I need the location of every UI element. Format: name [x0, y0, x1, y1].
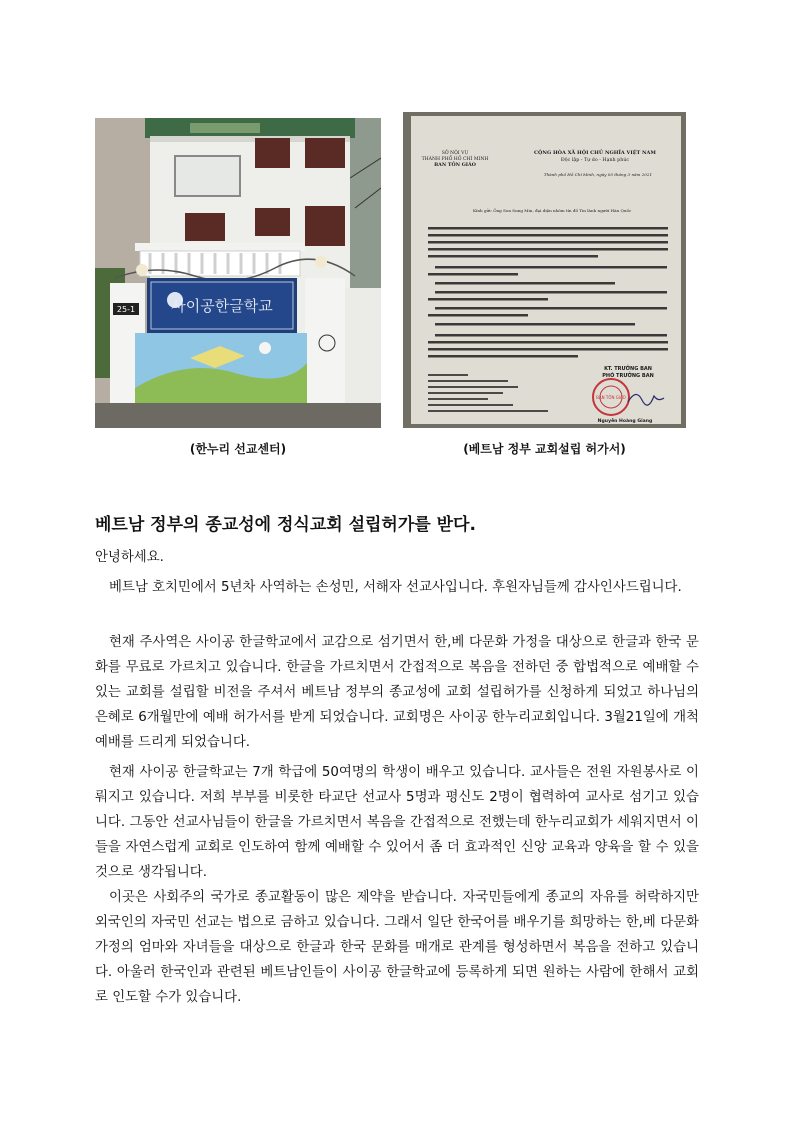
sign-number: 25-1	[116, 305, 136, 314]
paragraph-context: 이곳은 사회주의 국가로 종교활동이 많은 제약을 받습니다. 자국민들에게 종교의 자유를 허락하지만 외국인의 자국민 선교는 법으로 금하고 있습니다. 그래서 일단 한국어를 배우기를 희망하는 한,베 다문화 가정의 엄마와 자녀들을 대상으로 한글과 한국 문화를 매개로 관계를 형성하면서 복음을 전하고 있습니다. 아울러 한국인과 관련된 베트남인들이 사이공 한글학교에 등록하게 되면 원하는 사람에 한해서 교회로 인도할 수가 있습니다.	[95, 890, 699, 1005]
church-permit-photo	[403, 112, 686, 428]
mission-center-illustration	[95, 118, 381, 428]
letter-right-header-line-1: CỘNG HÒA XÃ HỘI CHỦ NGHĨA VIỆT NAM	[534, 150, 656, 156]
letter-right-header-line-2: Độc lập - Tự do - Hạnh phúc	[560, 158, 630, 163]
signer-title-line-2: PHÓ TRƯỞNG BAN	[602, 373, 654, 379]
letter-left-header-line-2: THÀNH PHỐ HỒ CHÍ MINH	[421, 157, 489, 162]
paragraph-school: 현재 사이공 한글학교는 7개 학급에 50여명의 학생이 배우고 있습니다. 교사들은 전원 자원봉사로 이뤄지고 있습니다. 저희 부부를 비롯한 타교단 선교사 5명과 평신도 2명이 협력하여 교사로 섬기고 있습니다. 그동안 선교사님들이 한글을 가르치면서 복음을 간접적으로 전했는데 한누리교회가 세워지면서 이들을 자연스럽게 교회로 인도하여 함께 예배할 수 있어서 좀 더 효과적인 신앙 교육과 양육을 할 수 있을 것으로 생각됩니다.	[95, 765, 699, 880]
letter-left-header-line-3: BAN TÔN GIÁO	[434, 162, 476, 168]
signer-name: Nguyễn Hoàng Giang	[597, 419, 653, 424]
mission-center-photo	[95, 118, 381, 428]
page-title: 베트남 정부의 종교성에 정식교회 설립허가를 받다.	[95, 515, 476, 535]
letter-date: Thành phố Hồ Chí Minh, ngày 05 tháng 3 năm 2021	[543, 172, 653, 177]
greeting-text: 안녕하세요.	[95, 550, 164, 565]
signer-title-line-1: KT. TRƯỞNG BAN	[604, 366, 652, 372]
right-photo-caption: (베트남 정부 교회설립 허가서)	[463, 442, 626, 456]
paragraph-ministry: 현재 주사역은 사이공 한글학교에서 교감으로 섬기면서 한,베 다문화 가정을 대상으로 한글과 한국 문화를 무료로 가르치고 있습니다. 한글을 가르치면서 간접적으로 복음을 전하던 중 합법적으로 예배할 수 있는 교회를 설립할 비전을 주셔서 베트남 정부의 종교성에 교회 설립허가를 신청하게 되었고 하나님의 은혜로 6개월만에 예배 허가서를 받게 되었습니다. 교회명은 사이공 한누리교회입니다. 3월21일에 개척 예배를 드리게 되었습니다.	[95, 635, 699, 750]
letter-left-header-line-1: SỞ NỘI VỤ	[441, 151, 469, 156]
stamp-text: BAN TÔN GIÁO	[596, 395, 626, 400]
school-sign-text: 사이공한글학교	[171, 297, 273, 315]
left-photo-caption: (한누리 선교센터)	[189, 442, 287, 456]
permit-letter-illustration	[403, 112, 686, 428]
letter-recipient: Kính gửi: Ông Son Sung Min, đại diện nhóm tín đồ Tin lành người Hàn Quốc	[473, 208, 632, 213]
paragraph-intro: 베트남 호치민에서 5년차 사역하는 손성민, 서해자 선교사입니다. 후원자님들께 감사인사드립니다.	[109, 580, 682, 595]
